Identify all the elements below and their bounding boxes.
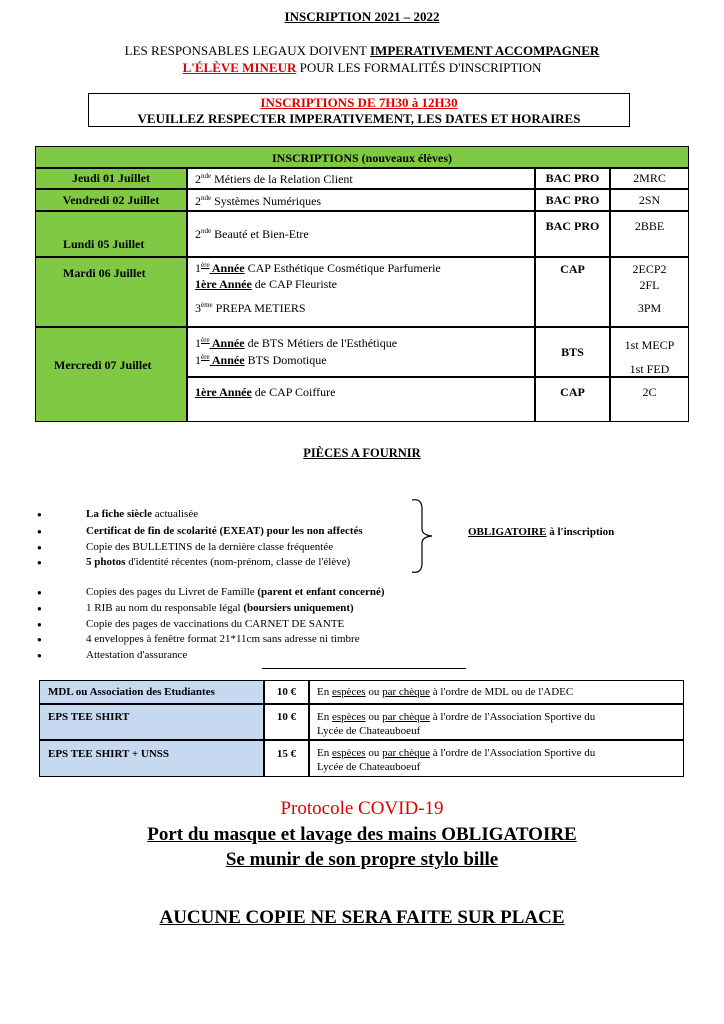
resp-text-b: IMPERATIVEMENT ACCOMPAGNER	[370, 43, 600, 58]
eleve-mineur: L'ÉLÈVE MINEUR	[182, 60, 297, 75]
row-type-bts: BTS	[535, 327, 610, 377]
formation-prefix: 2	[195, 227, 201, 241]
piece-item-6	[86, 602, 354, 614]
piece-item-7: Copie des pages de vaccinations du CARNET DE SANTE	[86, 618, 345, 630]
row-code-mrc: 2MRC	[610, 168, 689, 189]
fee-d3: à l'ordre de l'Association Sportive du	[430, 711, 596, 723]
formation-annee: Année	[209, 261, 245, 275]
resp-text-a: LES RESPONSABLES LEGAUX DOIVENT	[124, 43, 370, 58]
row-type-mardi: CAP	[535, 257, 610, 327]
code-line: 1st FED	[629, 362, 670, 376]
fee-d3: à l'ordre de MDL ou de l'ADEC	[430, 686, 574, 698]
day-mercredi-cell	[35, 327, 187, 422]
formation-name: PREPA METIERS	[212, 301, 306, 315]
code-line: 1st MECP	[624, 338, 675, 352]
hours-box	[88, 93, 630, 127]
fee-d4: Lycée de Chateauboeuf	[317, 761, 421, 773]
piece-b: d'identité récentes (nom-prénom, classe de l'élève)	[125, 556, 351, 568]
day-lundi-cell	[35, 211, 187, 257]
obligatoire-note	[468, 526, 614, 538]
fee-especes: espèces	[331, 686, 366, 698]
responsables-line-1	[0, 43, 724, 59]
fee-desc	[309, 680, 684, 704]
fee-d1: En	[317, 711, 332, 723]
day-mardi: Mardi 06 Juillet	[63, 266, 146, 280]
fee-d3: à l'ordre de l'Association Sportive du	[430, 747, 596, 759]
row-formation-sn	[187, 189, 535, 211]
piece-b: BULLETINS de la dernière classe fréquentée	[132, 541, 334, 553]
formation-sup: nde	[201, 227, 212, 235]
fee-amount: 10 €	[264, 704, 309, 740]
piece-b: (boursiers uniquement)	[243, 602, 354, 614]
piece-a: Copie des	[86, 541, 133, 553]
formation-sup: ère	[201, 353, 210, 361]
formation-sup: ème	[201, 301, 213, 309]
fee-especes: espèces	[331, 747, 366, 759]
fee-d2: ou	[365, 686, 383, 698]
day-mardi-cell	[35, 257, 187, 327]
formation-name: Systèmes Numériques	[211, 194, 322, 208]
piece-item-3	[86, 541, 333, 553]
obligatoire-word: OBLIGATOIRE	[468, 526, 547, 538]
row-formation-mrc	[187, 168, 535, 189]
fee-especes: espèces	[331, 711, 366, 723]
fee-desc	[309, 704, 684, 740]
piece-item-1	[86, 508, 198, 520]
fee-d1: En	[317, 747, 332, 759]
schedule-table	[35, 146, 689, 422]
fee-amount: 10 €	[264, 680, 309, 704]
row-type-sn: BAC PRO	[535, 189, 610, 211]
day-lundi: Lundi 05 Juillet	[63, 237, 145, 251]
bullet: ●	[37, 588, 42, 597]
fee-label: MDL ou Association des Etudiantes	[39, 680, 264, 704]
fee-amount: 15 €	[264, 740, 309, 777]
row-formation-mardi	[187, 257, 535, 327]
schedule-header	[35, 146, 689, 168]
row-type-bbe: BAC PRO	[535, 211, 610, 257]
piece-item-9: Attestation d'assurance	[86, 649, 188, 661]
formation-annee: Année	[209, 336, 245, 350]
bullet: ●	[37, 543, 42, 552]
pen-notice: Se munir de son propre stylo bille	[225, 849, 499, 870]
formation-sup: nde	[201, 172, 212, 180]
piece-item-8: 4 enveloppes à fenêtre format 21*11cm sans adresse ni timbre	[86, 633, 360, 645]
piece-item-2: Certificat de fin de scolarité (EXEAT) pour les non affectés	[86, 525, 363, 537]
piece-item-4	[86, 556, 350, 568]
formation-name: de CAP Fleuriste	[251, 277, 337, 291]
formation-sup: nde	[201, 194, 212, 202]
pieces-title: PIÈCES A FOURNIR	[303, 446, 421, 460]
fee-d2: ou	[365, 747, 383, 759]
code-line: 3PM	[637, 301, 662, 315]
obligatoire-rest: à l'inscription	[546, 526, 615, 538]
formation-name: de BTS Métiers de l'Esthétique	[244, 336, 398, 350]
mask-notice: Port du masque et lavage des mains OBLIGATOIRE	[147, 824, 577, 845]
bullet: ●	[37, 527, 42, 536]
bullet: ●	[37, 620, 42, 629]
row-formation-coiffure	[187, 377, 535, 422]
formation-annee: 1ère Année	[195, 277, 252, 291]
bullet: ●	[37, 604, 42, 613]
formation-name: Beauté et Bien-Etre	[211, 227, 309, 241]
row-type-coiffure: CAP	[535, 377, 610, 422]
day-mercredi: Mercredi 07 Juillet	[54, 358, 152, 372]
fee-label: EPS TEE SHIRT	[39, 704, 264, 740]
fee-d2: ou	[365, 711, 383, 723]
fee-desc	[309, 740, 684, 777]
fee-cheque: par chèque	[382, 711, 431, 723]
schedule-header-text: INSCRIPTIONS (nouveaux élèves)	[271, 151, 452, 165]
row-code-bbe: 2BBE	[610, 211, 689, 257]
brace-icon	[410, 497, 440, 575]
formation-prefix: 3	[195, 301, 201, 315]
formation-sup: ère	[201, 261, 210, 269]
bullet: ●	[37, 510, 42, 519]
formation-name: BTS Domotique	[244, 353, 327, 367]
row-codes-bts	[610, 327, 689, 377]
fee-d4: Lycée de Chateauboeuf	[317, 725, 421, 737]
formation-name: Métiers de la Relation Client	[211, 172, 353, 186]
fee-cheque: par chèque	[382, 686, 431, 698]
piece-b: actualisée	[151, 508, 199, 520]
formation-name: de CAP Coiffure	[251, 385, 336, 399]
row-formation-bbe	[187, 211, 535, 257]
hours-line: INSCRIPTIONS DE 7H30 à 12H30	[260, 95, 458, 110]
formation-sup: ère	[201, 336, 210, 344]
bullet: ●	[37, 651, 42, 660]
page-title: INSCRIPTION 2021 – 2022	[284, 9, 440, 24]
formation-prefix: 1	[195, 353, 201, 367]
piece-a: 1 RIB au nom du responsable légal	[86, 602, 244, 614]
fees-table	[39, 680, 684, 777]
row-codes-mardi	[610, 257, 689, 327]
formation-prefix: 2	[195, 172, 201, 186]
hours-warning: VEUILLEZ RESPECTER IMPERATIVEMENT, LES DATES ET HORAIRES	[137, 111, 581, 126]
piece-a: Copies des pages du Livret de Famille	[86, 586, 258, 598]
bullet: ●	[37, 558, 42, 567]
formation-prefix: 1	[195, 336, 201, 350]
fee-cheque: par chèque	[382, 747, 431, 759]
piece-item-5	[86, 586, 385, 598]
formation-annee: 1ère Année	[195, 385, 252, 399]
code-line: 2ECP2	[632, 262, 667, 276]
fee-label: EPS TEE SHIRT + UNSS	[39, 740, 264, 777]
formation-prefix: 1	[195, 261, 201, 275]
piece-a: 5 photos	[86, 556, 126, 568]
piece-b: (parent et enfant concerné)	[257, 586, 385, 598]
formation-annee: Année	[209, 353, 245, 367]
fee-d1: En	[317, 686, 332, 698]
day-vendredi: Vendredi 02 Juillet	[35, 189, 187, 211]
piece-a: La fiche siècle	[86, 508, 152, 520]
formation-prefix: 2	[195, 194, 201, 208]
separator-line	[262, 668, 466, 669]
code-line: 2FL	[639, 278, 660, 292]
row-code-sn: 2SN	[610, 189, 689, 211]
covid-title: Protocole COVID-19	[280, 798, 444, 819]
responsables-line-2	[0, 60, 724, 76]
resp-text-c: POUR LES FORMALITÉS D'INSCRIPTION	[296, 60, 542, 75]
formation-name: CAP Esthétique Cosmétique Parfumerie	[244, 261, 441, 275]
row-code-coiffure: 2C	[610, 377, 689, 422]
day-jeudi: Jeudi 01 Juillet	[35, 168, 187, 189]
row-type-mrc: BAC PRO	[535, 168, 610, 189]
row-formation-bts	[187, 327, 535, 377]
no-copy-notice: AUCUNE COPIE NE SERA FAITE SUR PLACE	[159, 907, 565, 928]
bullet: ●	[37, 635, 42, 644]
